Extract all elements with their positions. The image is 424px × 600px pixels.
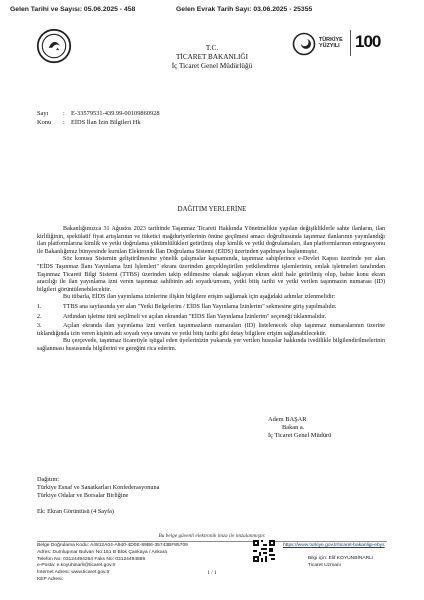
incoming-stamp-right: Gelen Evrak Tarih Sayı: 03.06.2025 - 25355 [176, 6, 313, 13]
recipient-item: Türkiye Odalar ve Borsalar Birliğine [37, 492, 129, 499]
step-number: 1. [37, 303, 42, 310]
paragraph-2: Söz konusu Sistemin geliştirilmesine yönelik çalışmalar kapsamında, taşınmaz sahiplerince e-Devlet Kapısı üzerinde yer alan "EİDS Taşınmaz İlanı Yayınlama İzni İşlemleri" ekranı üzerinden gerçekleştirilen yetkilendirme işlemlerinin, emlak işletmeleri tarafından Taşınmaz Ticareti Bilgi Sistemi (TTBS) üzerinden takip edilmesine olanak sağlayan ekran aktif hale getirilmiş olup, bahse konu ekran aracılığı ile ilan yayınlama izni veren taşınmaz sahibinin adı soyadı/unvanı, yetki bitiş tarihi ve yetki verilen taşınmazın numarası (ID) bilgileri görüntülenebilecektir. [37, 256, 385, 293]
footer-phone: Telefon No: 03124494264 Faks No: 03124494886 [37, 556, 146, 562]
footer-divider [37, 541, 387, 542]
incoming-stamp-left: Gelen Tarihi ve Sayısı: 05.06.2025 - 458 [10, 6, 136, 13]
sayi-colon: : [63, 110, 65, 117]
sayi-label: Sayı [37, 110, 49, 117]
letter-body [37, 226, 385, 354]
step-number: 3. [37, 323, 42, 330]
contact-person [308, 556, 373, 570]
contact-name: Bilgi için: Elif KOYUNBİNARLI [308, 556, 374, 561]
step-text: TTBS ana sayfasında yer alan "Yetki Belgelerim / EİDS İlan Yayınlama İzinlerim" sekmesine giriş yapılmalıdır. [63, 303, 337, 310]
sayi-row [37, 110, 160, 118]
page-number: 1 / 1 [207, 570, 217, 576]
footer-contact [37, 543, 188, 584]
step-1 [37, 304, 385, 312]
verification-url-link[interactable]: https://www.turkiye.gov.tr/ticaret-bakanligi-ebys [283, 543, 385, 548]
footer-email: e-Posta: e.koyuhinarli@ticaret.gov.tr [37, 563, 116, 569]
step-text: Ardından işletme türü seçilmeli ve açılan ekrandan "EİDS İlan Yayınlama İzinlerim" seçeneği tıklanmalıdır. [63, 313, 327, 320]
attachment-note: Ek: Ekran Görüntüsü (4 Sayfa) [37, 508, 114, 515]
step-3 [37, 323, 385, 338]
recipients-block [37, 476, 159, 500]
signer-title-1: Bakan a. [282, 424, 305, 431]
paragraph-3: Bu itibarla, EİDS ilan yayınlama izinlerine ilişkin bilgilere erişim sağlamak için aşağıdaki adımlar izlenmelidir: [63, 294, 336, 301]
sayi-value: E-33579531-439.99-00109860928 [71, 110, 160, 117]
e-signature-note: Bu belge güvenli elektronik imza ile imzalanmıştır. [158, 533, 266, 539]
contact-title: Ticaret Uzmanı [308, 562, 341, 568]
step-text: Açılan ekranda ilan yayınlama izni verilen taşınmazların numaraları (ID) listelenecek olup taşınmaz numaralarının üzerine tıklandığında izin veren kişinin adı soyadı veya unvanı ve yetki bitiş tarihi gibi detay bilgilere erişim sağlanabilecektir. [37, 323, 385, 337]
footer-kep: KEP Adresi: [37, 576, 64, 582]
100-badge: 100 [355, 32, 381, 51]
recipient-item: Türkiye Esnaf ve Sanatkarları Konfederasyonuna [37, 484, 160, 491]
konu-row [37, 119, 141, 127]
step-2 [37, 314, 385, 322]
header-tc: T.C. [205, 44, 219, 52]
footer-address: Adres: Dumlupınar Bulvarı No:151 B Blok Çankaya / Ankara [37, 549, 167, 555]
konu-label: Konu [37, 119, 52, 126]
signature-block [268, 416, 378, 440]
logo-text-top: TÜRKİYE [319, 37, 343, 43]
logo-text-bottom: YÜZYILI [319, 43, 340, 49]
konu-colon: : [63, 119, 65, 126]
header-directorate: İç Ticaret Genel Müdürlüğü [171, 62, 253, 70]
qr-code-icon [253, 540, 275, 562]
signer-name: Adem BAŞAR [268, 416, 307, 423]
konu-value: EİDS İlan İzin Bilgileri Hk [71, 119, 141, 126]
closing-paragraph: Bu çerçevede, taşınmaz ticaretiyle iştigal eden üyelerinizin yukarıda yer verilen hususlar hakkında ivedilikle bilgilendirilmelerinin sağlanması hususunda bilgilerini ve gereğini rica ederim. [37, 338, 385, 352]
recipients-label: Dağıtım: [37, 476, 59, 483]
verification-code: Belge Doğrulama Kodu: A4812A04-A940-4D0E-89B6-35743BF85709 [37, 543, 188, 548]
distribution-title: DAĞITIM YERLERİNE [177, 206, 247, 213]
paragraph-1: Bakanlığımızca 31 Ağustos 2023 tarihinde Taşınmaz Ticareti Hakkında Yönetmelikte yapılan değişikliklerle sahte ilanların, ilan kirliliğinin, spekülatif fiyat artışlarının ve tüketici mağduriyetlerinin önüne geçilmesi amacı doğrultusunda taşınmaz ilanlarının yayınlandığı ilan platformlarına kimlik ve yetki doğrulama yükümlülükleri getirilmiş olup kimlik ve yetki doğrulamaları, ilan platformlarının entegrasyonu ile Bakanlığımız bünyesinde kurulan Elektronik İlan Doğrulama Sistemi (EİDS) üzerinden yapılmaya başlanmıştır. [37, 226, 385, 255]
step-number: 2. [37, 313, 42, 320]
signer-title-2: İç Ticaret Genel Müdürü [268, 432, 332, 439]
header-ministry: TİCARET BAKANLIĞI [176, 53, 248, 61]
footer-website: İnternet Adresi: www.ticaret.gov.tr [37, 570, 110, 576]
